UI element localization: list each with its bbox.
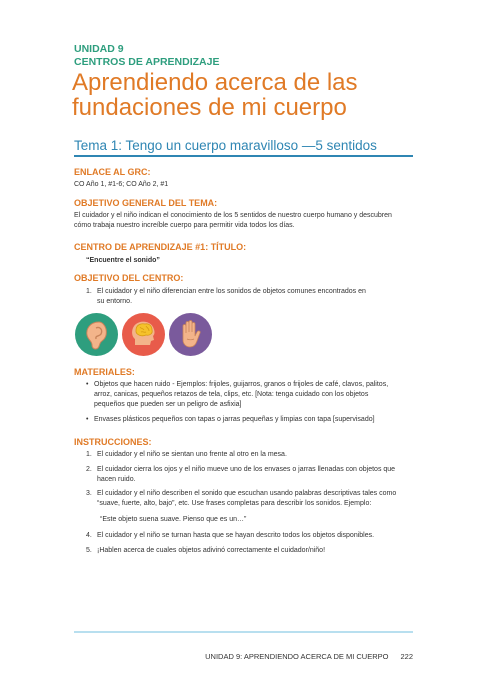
centro-title: “Encuentre el sonido” xyxy=(86,257,160,264)
step-line: El cuidador y el niño se turnan hasta que se hayan descrito todos los objetos disponibles. xyxy=(97,531,375,539)
page-footer xyxy=(74,652,413,662)
centro-heading: CENTRO DE APRENDIZAJE #1: TÍTULO: xyxy=(74,242,247,252)
list-item xyxy=(86,450,420,460)
objetivo-general-line-1: El cuidador y el niño indican el conocimiento de los 5 sentidos de nuestro cuerpo humano y descubren xyxy=(74,212,392,219)
instrucciones-list xyxy=(86,450,420,555)
page-title xyxy=(72,70,452,120)
page-title-line-1: Aprendiendo acerca de las xyxy=(72,69,358,96)
topic-title: Tema 1: Tengo un cuerpo maravilloso —5 sentidos xyxy=(74,138,377,153)
objetivo-centro-list xyxy=(86,287,420,307)
step-line: El cuidador y el niño describen el sonido que escuchan usando palabras descriptivas tales como xyxy=(97,490,397,498)
list-item-number: 3. xyxy=(86,490,92,498)
list-item-number: 5. xyxy=(86,546,92,554)
materiales-item-line: arroz, canicas, pequeños retazos de tela, clips, etc. [Nota: tenga cuidado con los objetos xyxy=(94,391,369,398)
senses-icons xyxy=(75,313,215,358)
bullet-icon: • xyxy=(86,381,89,388)
objetivo-general-heading: OBJETIVO GENERAL DEL TEMA: xyxy=(74,198,218,208)
list-item xyxy=(86,465,420,485)
list-item xyxy=(86,380,420,410)
materiales-heading: MATERIALES: xyxy=(74,367,135,377)
objetivo-general-text xyxy=(74,211,419,231)
page-number: 222 xyxy=(400,652,413,661)
list-item-number: 2. xyxy=(86,465,92,473)
list-item xyxy=(86,287,420,307)
objetivo-centro-heading: OBJETIVO DEL CENTRO: xyxy=(74,273,184,283)
list-item xyxy=(86,546,420,556)
step-line: El cuidador y el niño se sientan uno frente al otro en la mesa. xyxy=(97,451,287,458)
objetivo-general-line-2: cómo trabaja nuestro increíble cuerpo para permitir vida todos los días. xyxy=(74,222,295,229)
footer-label: UNIDAD 9: APRENDIENDO ACERCA DE MI CUERPO xyxy=(205,652,389,661)
step-line: “suave, fuerte, alto, bajo”, etc. Use frases completas para describir los sonidos. Ejemplo: xyxy=(97,500,372,508)
materiales-item-line: pequeños que pueden ser un peligro de asfixia] xyxy=(94,401,242,408)
materiales-item-line: Objetos que hacen ruido - Ejemplos: frijoles, guijarros, granos o frijoles de café, clavos, palitos, xyxy=(94,381,389,388)
unit-label: UNIDAD 9 xyxy=(74,43,124,55)
list-item-number: 1. xyxy=(86,288,92,295)
list-item xyxy=(86,531,420,541)
hand-icon xyxy=(169,313,212,356)
brain-icon xyxy=(122,313,165,356)
unit-subtitle: CENTROS DE APRENDIZAJE xyxy=(74,56,220,68)
page-title-line-2: fundaciones de mi cuerpo xyxy=(72,94,347,121)
materiales-list xyxy=(86,380,420,425)
instrucciones-heading: INSTRUCCIONES: xyxy=(74,437,152,447)
objetivo-centro-line-1: El cuidador y el niño diferencian entre los sonidos de objetos comunes encontrados en xyxy=(97,288,366,295)
ear-icon xyxy=(75,313,118,356)
list-item-number: 4. xyxy=(86,531,92,539)
materiales-item-line: Envases plásticos pequeños con tapas o jarras pequeñas y limpias con tapa [supervisado] xyxy=(94,416,375,423)
step-line: hacen ruido. xyxy=(97,475,136,483)
objetivo-centro-line-2: su entorno. xyxy=(97,297,133,305)
example-quote: “Este objeto suena suave. Pienso que es un…” xyxy=(100,515,247,523)
step-line: El cuidador cierra los ojos y el niño mueve uno de los envases o jarras llenadas con objetos que xyxy=(97,465,396,473)
footer-divider xyxy=(74,631,413,633)
enlace-heading: ENLACE AL GRC: xyxy=(74,167,151,177)
step-line: ¡Hablen acerca de cuales objetos adivinó correctamente el cuidador/niño! xyxy=(97,546,326,554)
bullet-icon: • xyxy=(86,416,89,423)
topic-divider xyxy=(74,155,413,157)
list-item-number: 1. xyxy=(86,451,92,458)
enlace-text: CO Año 1, #1-6; CO Año 2, #1 xyxy=(74,181,169,188)
list-item xyxy=(86,415,420,425)
list-item xyxy=(86,489,420,524)
